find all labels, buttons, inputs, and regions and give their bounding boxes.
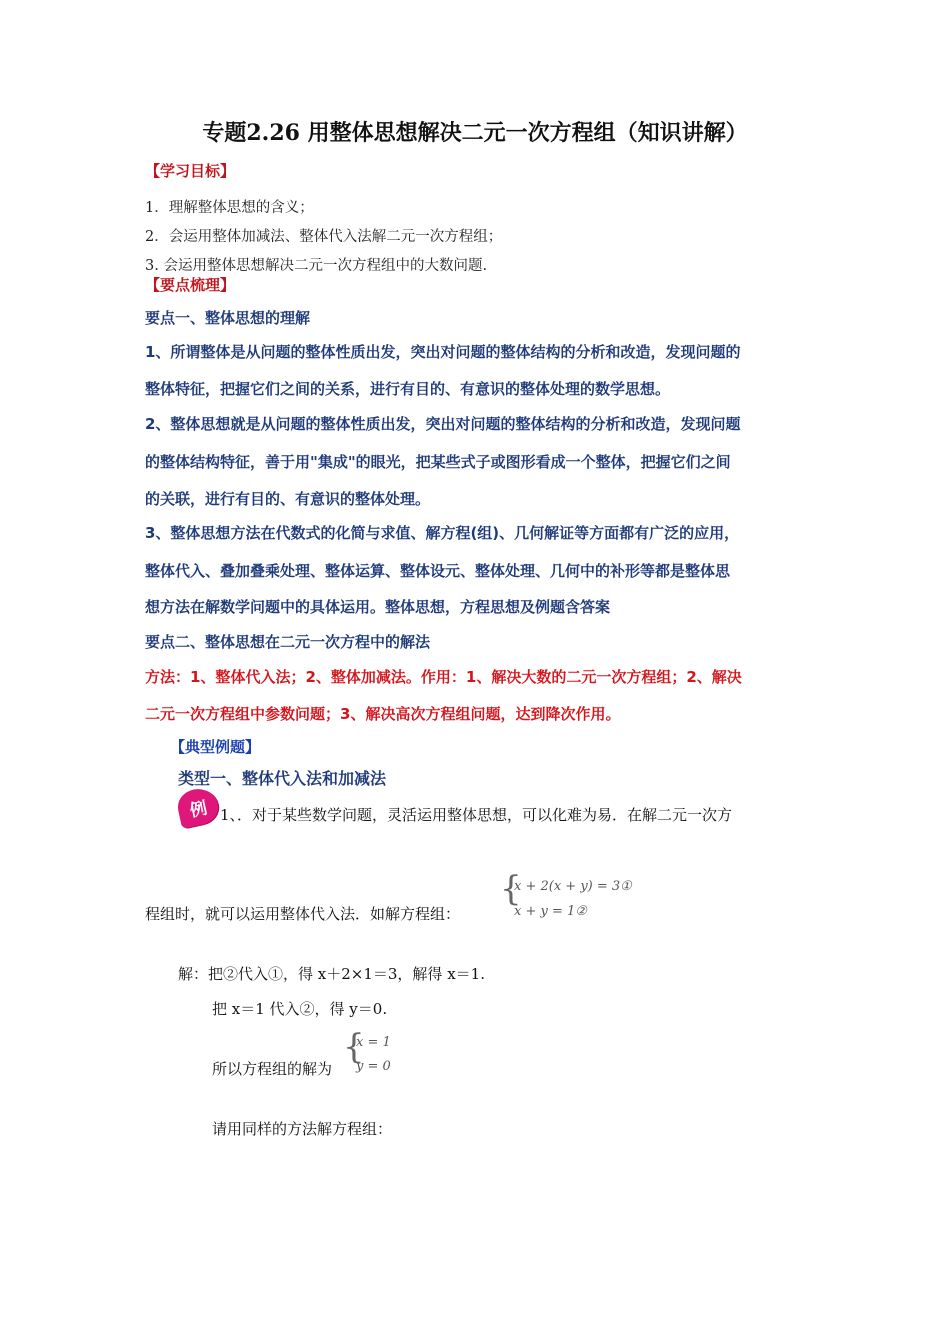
answer-equation-1: x = 1	[356, 1035, 391, 1050]
point1-line: 3、整体思想方法在代数式的化简与求值、解方程(组)、几何解证等方面都有广泛的应用，	[145, 524, 740, 542]
point1-line: 的关联，进行有目的、有意识的整体处理。	[145, 490, 431, 508]
system-equation-1: x + 2(x + y) = 3①	[514, 879, 632, 894]
example-line: 1、．对于某些数学问题，灵活运用整体思想，可以化难为易．在解二元一次方	[220, 806, 733, 824]
example-badge-icon: 例	[175, 785, 222, 829]
type1-heading: 类型一、整体代入法和加减法	[178, 769, 387, 788]
left-brace-icon: {	[343, 1027, 365, 1067]
system-equation-2: x + y = 1②	[514, 904, 587, 919]
point2-line: 二元一次方程组中参数问题；3、解决高次方程组问题，达到降次作用。	[145, 705, 621, 723]
point2-heading: 要点二、整体思想在二元一次方程中的解法	[145, 633, 431, 651]
closing-line: 请用同样的方法解方程组：	[212, 1120, 393, 1138]
examples-heading: 【典型例题】	[170, 738, 261, 756]
left-brace-icon: {	[500, 869, 522, 909]
point1-line: 1、所谓整体是从问题的整体性质出发，突出对问题的整体结构的分析和改造，发现问题的	[145, 343, 741, 361]
goal-item: 2．会运用整体加减法、整体代入法解二元一次方程组；	[145, 229, 503, 245]
solution-line: 解：把②代入①，得 x＋2×1＝3，解得 x＝1.	[178, 965, 485, 983]
page-title: 专题2.26 用整体思想解决二元一次方程组（知识讲解）	[202, 120, 748, 146]
point1-line: 想方法在解数学问题中的具体运用。整体思想，方程思想及例题含答案	[145, 598, 611, 616]
point1-line: 整体代入、叠加叠乘处理、整体运算、整体设元、整体处理、几何中的补形等都是整体思	[145, 562, 731, 580]
solution-line: 把 x＝1 代入②，得 y＝0.	[212, 1000, 388, 1018]
points-heading: 【要点梳理】	[145, 276, 236, 294]
goal-item: 1．理解整体思想的含义；	[145, 200, 314, 216]
goal-item: 3. 会运用整体思想解决二元一次方程组中的大数问题.	[145, 258, 488, 274]
point1-heading: 要点一、整体思想的理解	[145, 309, 311, 327]
example-line: 程组时，就可以运用整体代入法．如解方程组：	[145, 905, 461, 923]
answer-equation-2: y = 0	[356, 1059, 391, 1074]
point1-line: 的整体结构特征，善于用"集成"的眼光，把某些式子或图形看成一个整体，把握它们之间	[145, 453, 731, 471]
point2-line: 方法：1、整体代入法；2、整体加减法。作用：1、解决大数的二元一次方程组；2、解决	[145, 668, 742, 686]
goals-heading: 【学习目标】	[145, 162, 236, 180]
solution-line: 所以方程组的解为	[212, 1060, 333, 1078]
point1-line: 整体特征，把握它们之间的关系，进行有目的、有意识的整体处理的数学思想。	[145, 380, 671, 398]
point1-line: 2、整体思想就是从问题的整体性质出发，突出对问题的整体结构的分析和改造，发现问题	[145, 415, 741, 433]
